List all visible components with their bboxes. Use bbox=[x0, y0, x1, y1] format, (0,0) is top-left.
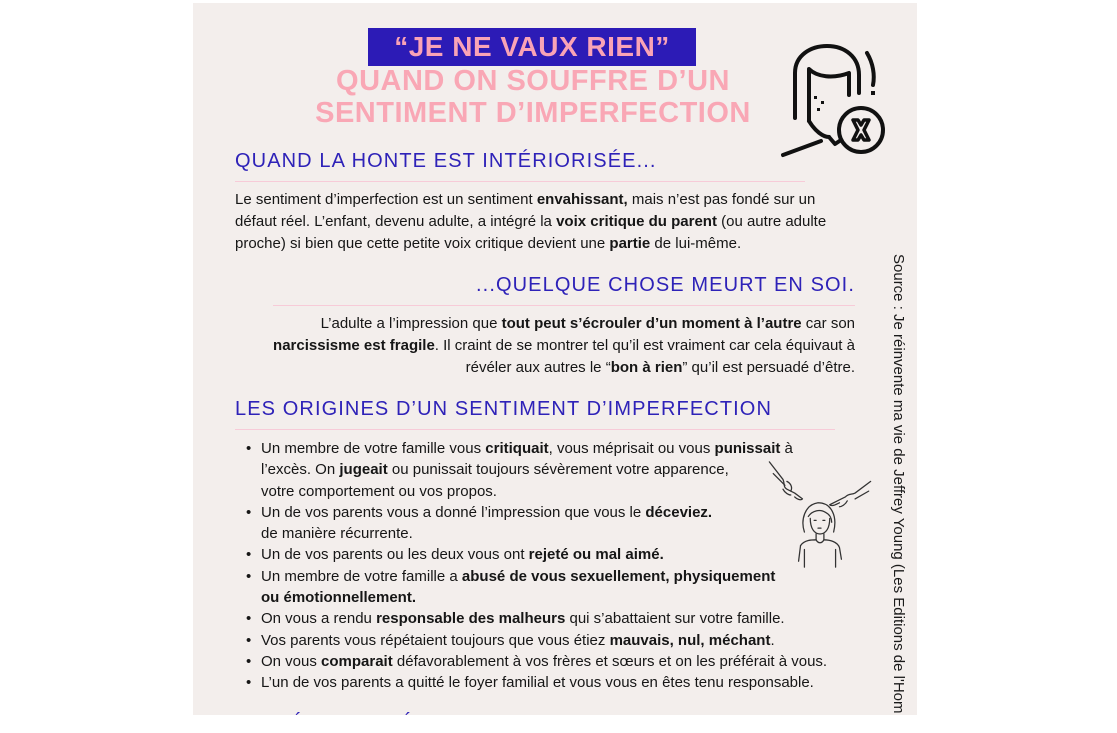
list-item: • Un de vos parents vous a donné l’impression que vous le déceviez. de manière récurrente. bbox=[243, 502, 843, 545]
emphasis: narcissisme est fragile bbox=[273, 337, 435, 354]
emphasis: abusé de vous sexuellement, physiquement bbox=[461, 567, 776, 585]
paragraph-meurt: L’adulte a l’impression que tout peut s’écrouler d’un moment à l’autre car son narcissisme est fragile. Il craint de se montrer tel qu’il est vraiment car cela équivaut à révéler aux autres le “bon à rien” qu’il est persuadé d’être. bbox=[273, 315, 855, 376]
list-item: • L’un de vos parents a quitté le foyer familial et vous vous en êtes tenu responsable. bbox=[243, 672, 843, 693]
list-item: • Vos parents vous répétaient toujours que vous étiez mauvais, nul, méchant. bbox=[243, 630, 843, 651]
emphasis: ou émotionnellement. bbox=[261, 589, 417, 607]
emphasis: partie bbox=[609, 235, 651, 252]
title-quote: “JE NE VAUX RIEN” bbox=[394, 31, 670, 62]
emphasis: comparait bbox=[321, 652, 393, 670]
origins-list bbox=[243, 438, 843, 694]
list-item: • Un membre de votre famille vous critiquait, vous méprisait ou vous punissait à l’excès. On jugeait ou punissait toujours sévèrement votre apparence, votre comportement ou vos propos. bbox=[243, 438, 843, 502]
next-heading-partial: ´ ´ bbox=[295, 710, 413, 732]
paragraph-honte: Le sentiment d’imperfection est un sentiment envahissant, mais n’est pas fondé sur un défaut réel. L’enfant, devenu adulte, a intégré la voix critique du parent (ou autre adulte proche) si bien que cette petite voix critique devient une partie de lui-même. bbox=[235, 191, 827, 252]
emphasis: mauvais, nul, méchant bbox=[609, 631, 771, 649]
subtitle-line-2: SENTIMENT D’IMPERFECTION bbox=[315, 97, 751, 129]
emphasis: rejeté ou mal aimé. bbox=[528, 546, 664, 564]
emphasis: responsable des malheurs bbox=[376, 610, 566, 628]
list-item: • On vous a rendu responsable des malheurs qui s’abattaient sur votre famille. bbox=[243, 608, 843, 629]
list-item: • Un membre de votre famille a abusé de vous sexuellement, physiquement ou émotionnellement. bbox=[243, 566, 843, 609]
infographic-page bbox=[193, 3, 917, 732]
divider bbox=[273, 305, 855, 306]
emphasis: envahissant, bbox=[536, 191, 628, 208]
emphasis: critiquait bbox=[485, 440, 549, 457]
list-item: • Un de vos parents ou les deux vous ont rejeté ou mal aimé. bbox=[243, 544, 843, 565]
emphasis: voix critique du parent bbox=[556, 213, 717, 230]
emphasis: punissait bbox=[714, 440, 781, 457]
divider bbox=[235, 181, 805, 182]
child-pointed-at-illustration bbox=[761, 458, 879, 570]
emphasis: tout peut s’écrouler d’un moment à l’autre bbox=[501, 315, 802, 332]
section-heading-meurt: ...QUELQUE CHOSE MEURT EN SOI. bbox=[476, 274, 855, 296]
section-heading-honte: QUAND LA HONTE EST INTÉRIORISÉE... bbox=[235, 150, 657, 172]
emphasis: bon à rien bbox=[610, 359, 683, 376]
subtitle-line-1: QUAND ON SOUFFRE D’UN bbox=[336, 65, 730, 97]
divider bbox=[235, 429, 835, 430]
source-citation: Source : Je réinvente ma vie de Jeffrey Young (Les Editions de l'Hom bbox=[890, 254, 907, 714]
emphasis: jugeait bbox=[339, 461, 388, 479]
section-heading-origines: LES ORIGINES D’UN SENTIMENT D’IMPERFECTION bbox=[235, 398, 772, 420]
woman-face-with-x-icon bbox=[781, 43, 891, 158]
emphasis: déceviez. bbox=[645, 503, 713, 521]
list-item: • On vous comparait défavorablement à vos frères et sœurs et on les préférait à vous. bbox=[243, 651, 843, 672]
title-banner bbox=[368, 28, 696, 66]
